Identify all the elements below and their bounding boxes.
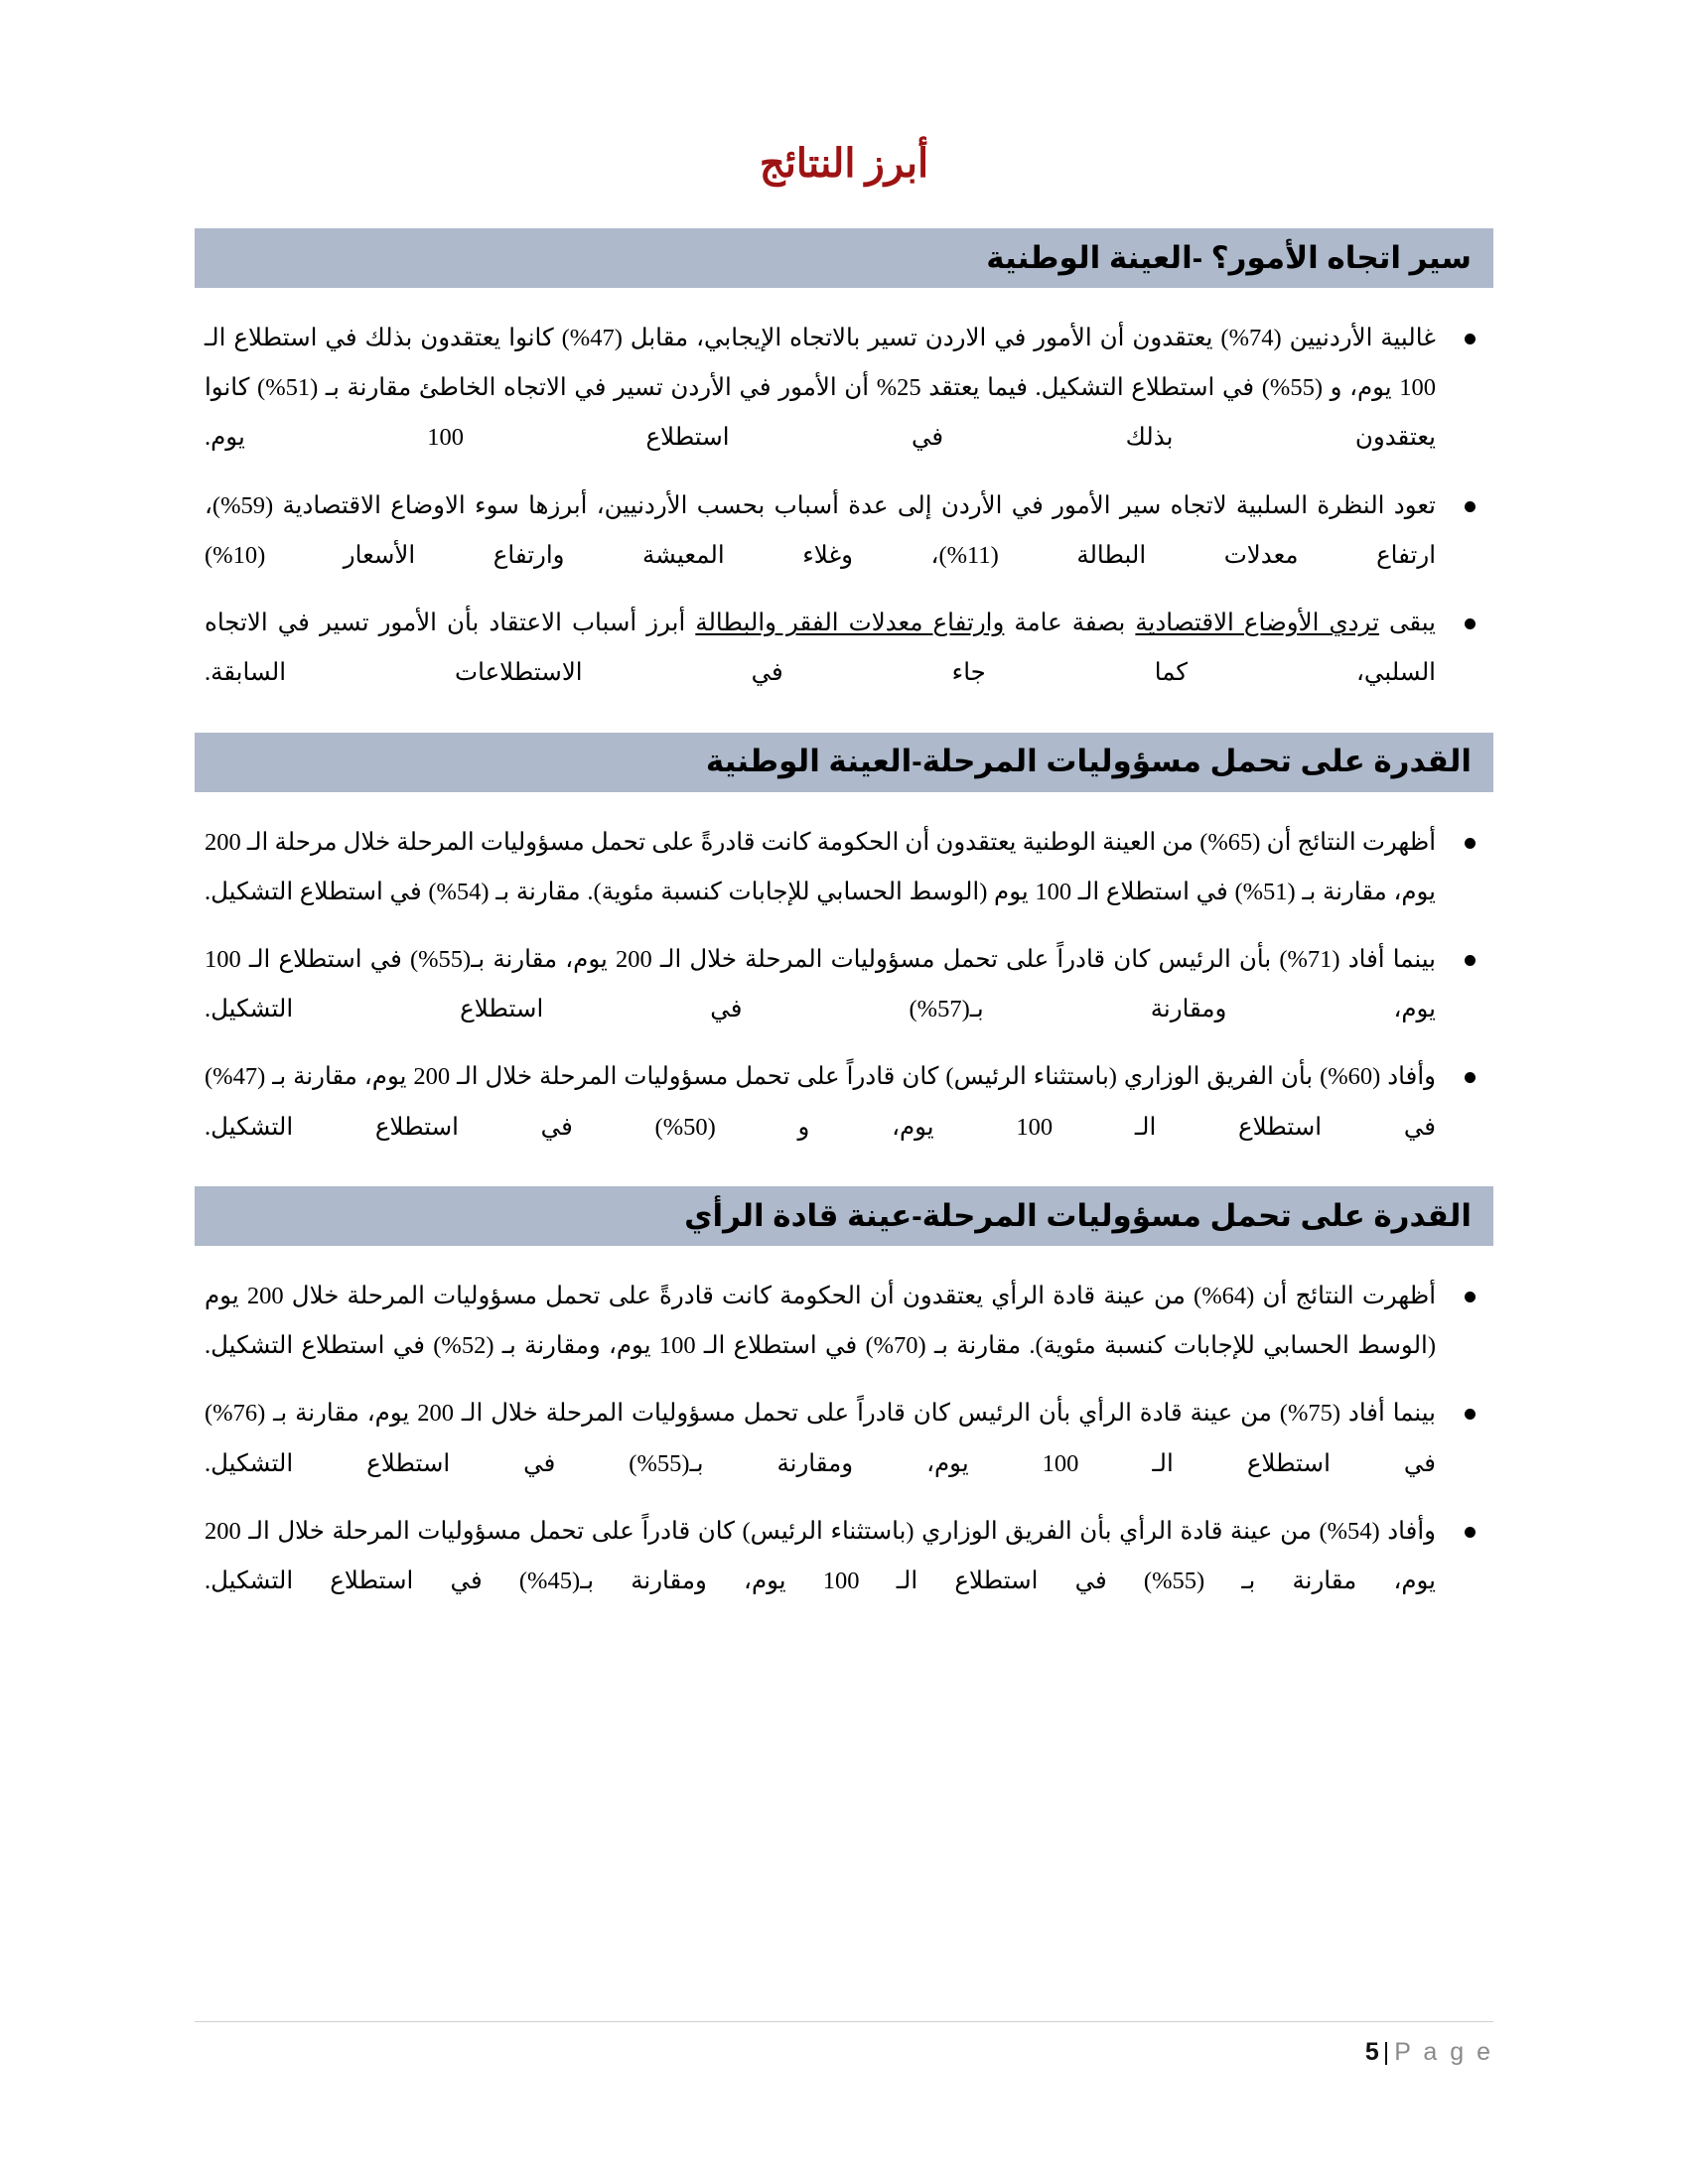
bullet-list-national-sample — [195, 818, 1493, 1153]
list-item — [195, 1389, 1493, 1488]
list-item — [195, 314, 1493, 464]
list-item — [195, 1272, 1493, 1371]
list-item-text: أظهرت النتائج أن (65%) من العينة الوطنية يعتقدون أن الحكومة كانت قادرةً على تحمل مسؤوليات المرحلة خلال مرحلة الـ 200 يوم، مقارنة بـ (51%) في استطلاع الـ 100 يوم (الوسط الحسابي للإجابات كنسبة مئوية). مقارنة بـ (54%) في استطلاع التشكيل. — [205, 828, 1437, 905]
document-content — [195, 139, 1493, 1640]
footer-page-number: 5 — [1364, 2038, 1379, 2066]
section-header-trend — [195, 228, 1493, 288]
rich-underline-economy: تردي الأوضاع الاقتصادية — [1135, 610, 1379, 637]
section-header-opinion-leaders — [195, 1186, 1493, 1246]
section-header-national-sample — [195, 733, 1493, 792]
rich-suffix: أبرز أسباب الاعتقاد بأن الأمور تسير في الاتجاه السلبي، كما جاء في الاستطلاعات السابقة. — [205, 610, 1436, 687]
list-item — [195, 818, 1493, 917]
bullet-list-trend — [195, 314, 1493, 699]
list-item-text: غالبية الأردنيين (74%) يعتقدون أن الأمور في الاردن تسير بالاتجاه الإيجابي، مقابل (47%) كانوا يعتقدون بذلك في استطلاع الـ 100 يوم، و (55%) في استطلاع التشكيل. فيما يعتقد 25% أن الأمور في الأردن تسير في الاتجاه الخاطئ مقارنة بـ (51%) كانوا يعتقدون بذلك في استطلاع 100 يوم. — [205, 325, 1436, 452]
rich-underline-poverty: وارتفاع معدلات الفقر والبطالة — [695, 610, 1005, 637]
bullet-dot-icon — [1465, 1409, 1476, 1420]
list-item-text: بينما أفاد (71%) بأن الرئيس كان قادراً على تحمل مسؤوليات المرحلة خلال الـ 200 يوم، مقارنة بـ(55%) في استطلاع الـ 100 يوم، ومقارنة بـ(57%) في استطلاع التشكيل. — [205, 945, 1437, 1024]
list-item — [195, 935, 1493, 1034]
bullet-dot-icon — [1465, 838, 1476, 849]
list-item-text: بينما أفاد (75%) من عينة قادة الرأي بأن الرئيس كان قادراً على تحمل مسؤوليات المرحلة خلال الـ 200 يوم، مقارنة بـ (76%) في استطلاع الـ 100 يوم، ومقارنة بـ(55%) في استطلاع التشكيل. — [205, 1400, 1436, 1477]
bullet-list-opinion-leaders — [195, 1272, 1493, 1606]
bullet-dot-icon — [1465, 618, 1476, 629]
footer-page-label: P a g e — [1394, 2038, 1493, 2066]
bullet-dot-icon — [1465, 334, 1476, 344]
page-title: أبرز النتائج — [759, 141, 929, 186]
section-header-title: سير اتجاه الأمور؟ -العينة الوطنية — [986, 239, 1472, 275]
list-item-text: وأفاد (54%) من عينة قادة الرأي بأن الفريق الوزاري (باستثناء الرئيس) كان قادراً على تحمل مسؤوليات المرحلة خلال الـ 200 يوم، مقارنة بـ (55%) في استطلاع الـ 100 يوم، ومقارنة بـ(45%) في استطلاع التشكيل. — [205, 1517, 1436, 1594]
rich-middle: بصفة عامة — [1004, 610, 1136, 637]
rich-prefix: يبقى — [1378, 610, 1436, 637]
bullet-dot-icon — [1465, 955, 1476, 966]
list-item — [195, 1052, 1493, 1152]
bullet-dot-icon — [1465, 1292, 1476, 1302]
section-header-title: القدرة على تحمل مسؤوليات المرحلة-عينة قادة الرأي — [684, 1197, 1472, 1233]
bullet-dot-icon — [1465, 1072, 1476, 1083]
list-item — [195, 1507, 1493, 1606]
list-item-text: تعود النظرة السلبية لاتجاه سير الأمور في الأردن إلى عدة أسباب بحسب الأردنيين، أبرزها سوء الاوضاع الاقتصادية (59%)، ارتفاع معدلات البطالة (11%)، وغلاء المعيشة وارتفاع الأسعار (10%) — [205, 491, 1437, 569]
page-footer — [195, 2021, 1493, 2067]
section-header-title: القدرة على تحمل مسؤوليات المرحلة-العينة الوطنية — [705, 744, 1472, 779]
list-item — [195, 599, 1493, 698]
bullet-dot-icon — [1465, 501, 1476, 512]
list-item-text-rich — [205, 610, 1436, 686]
list-item-text: وأفاد (60%) بأن الفريق الوزاري (باستثناء الرئيس) كان قادراً على تحمل مسؤوليات المرحلة خلال الـ 200 يوم، مقارنة بـ (47%) في استطلاع الـ 100 يوم، و (50%) في استطلاع التشكيل. — [205, 1063, 1436, 1141]
list-item — [195, 481, 1493, 581]
bullet-dot-icon — [1465, 1527, 1476, 1538]
footer-separator: | — [1382, 2038, 1390, 2066]
list-item-text: أظهرت النتائج أن (64%) من عينة قادة الرأي يعتقدون أن الحكومة كانت قادرةً على تحمل مسؤوليات المرحلة خلال 200 يوم (الوسط الحسابي للإجابات كنسبة مئوية). مقارنة بـ (70%) في استطلاع الـ 100 يوم، ومقارنة بـ (52%) في استطلاع التشكيل. — [205, 1282, 1436, 1360]
